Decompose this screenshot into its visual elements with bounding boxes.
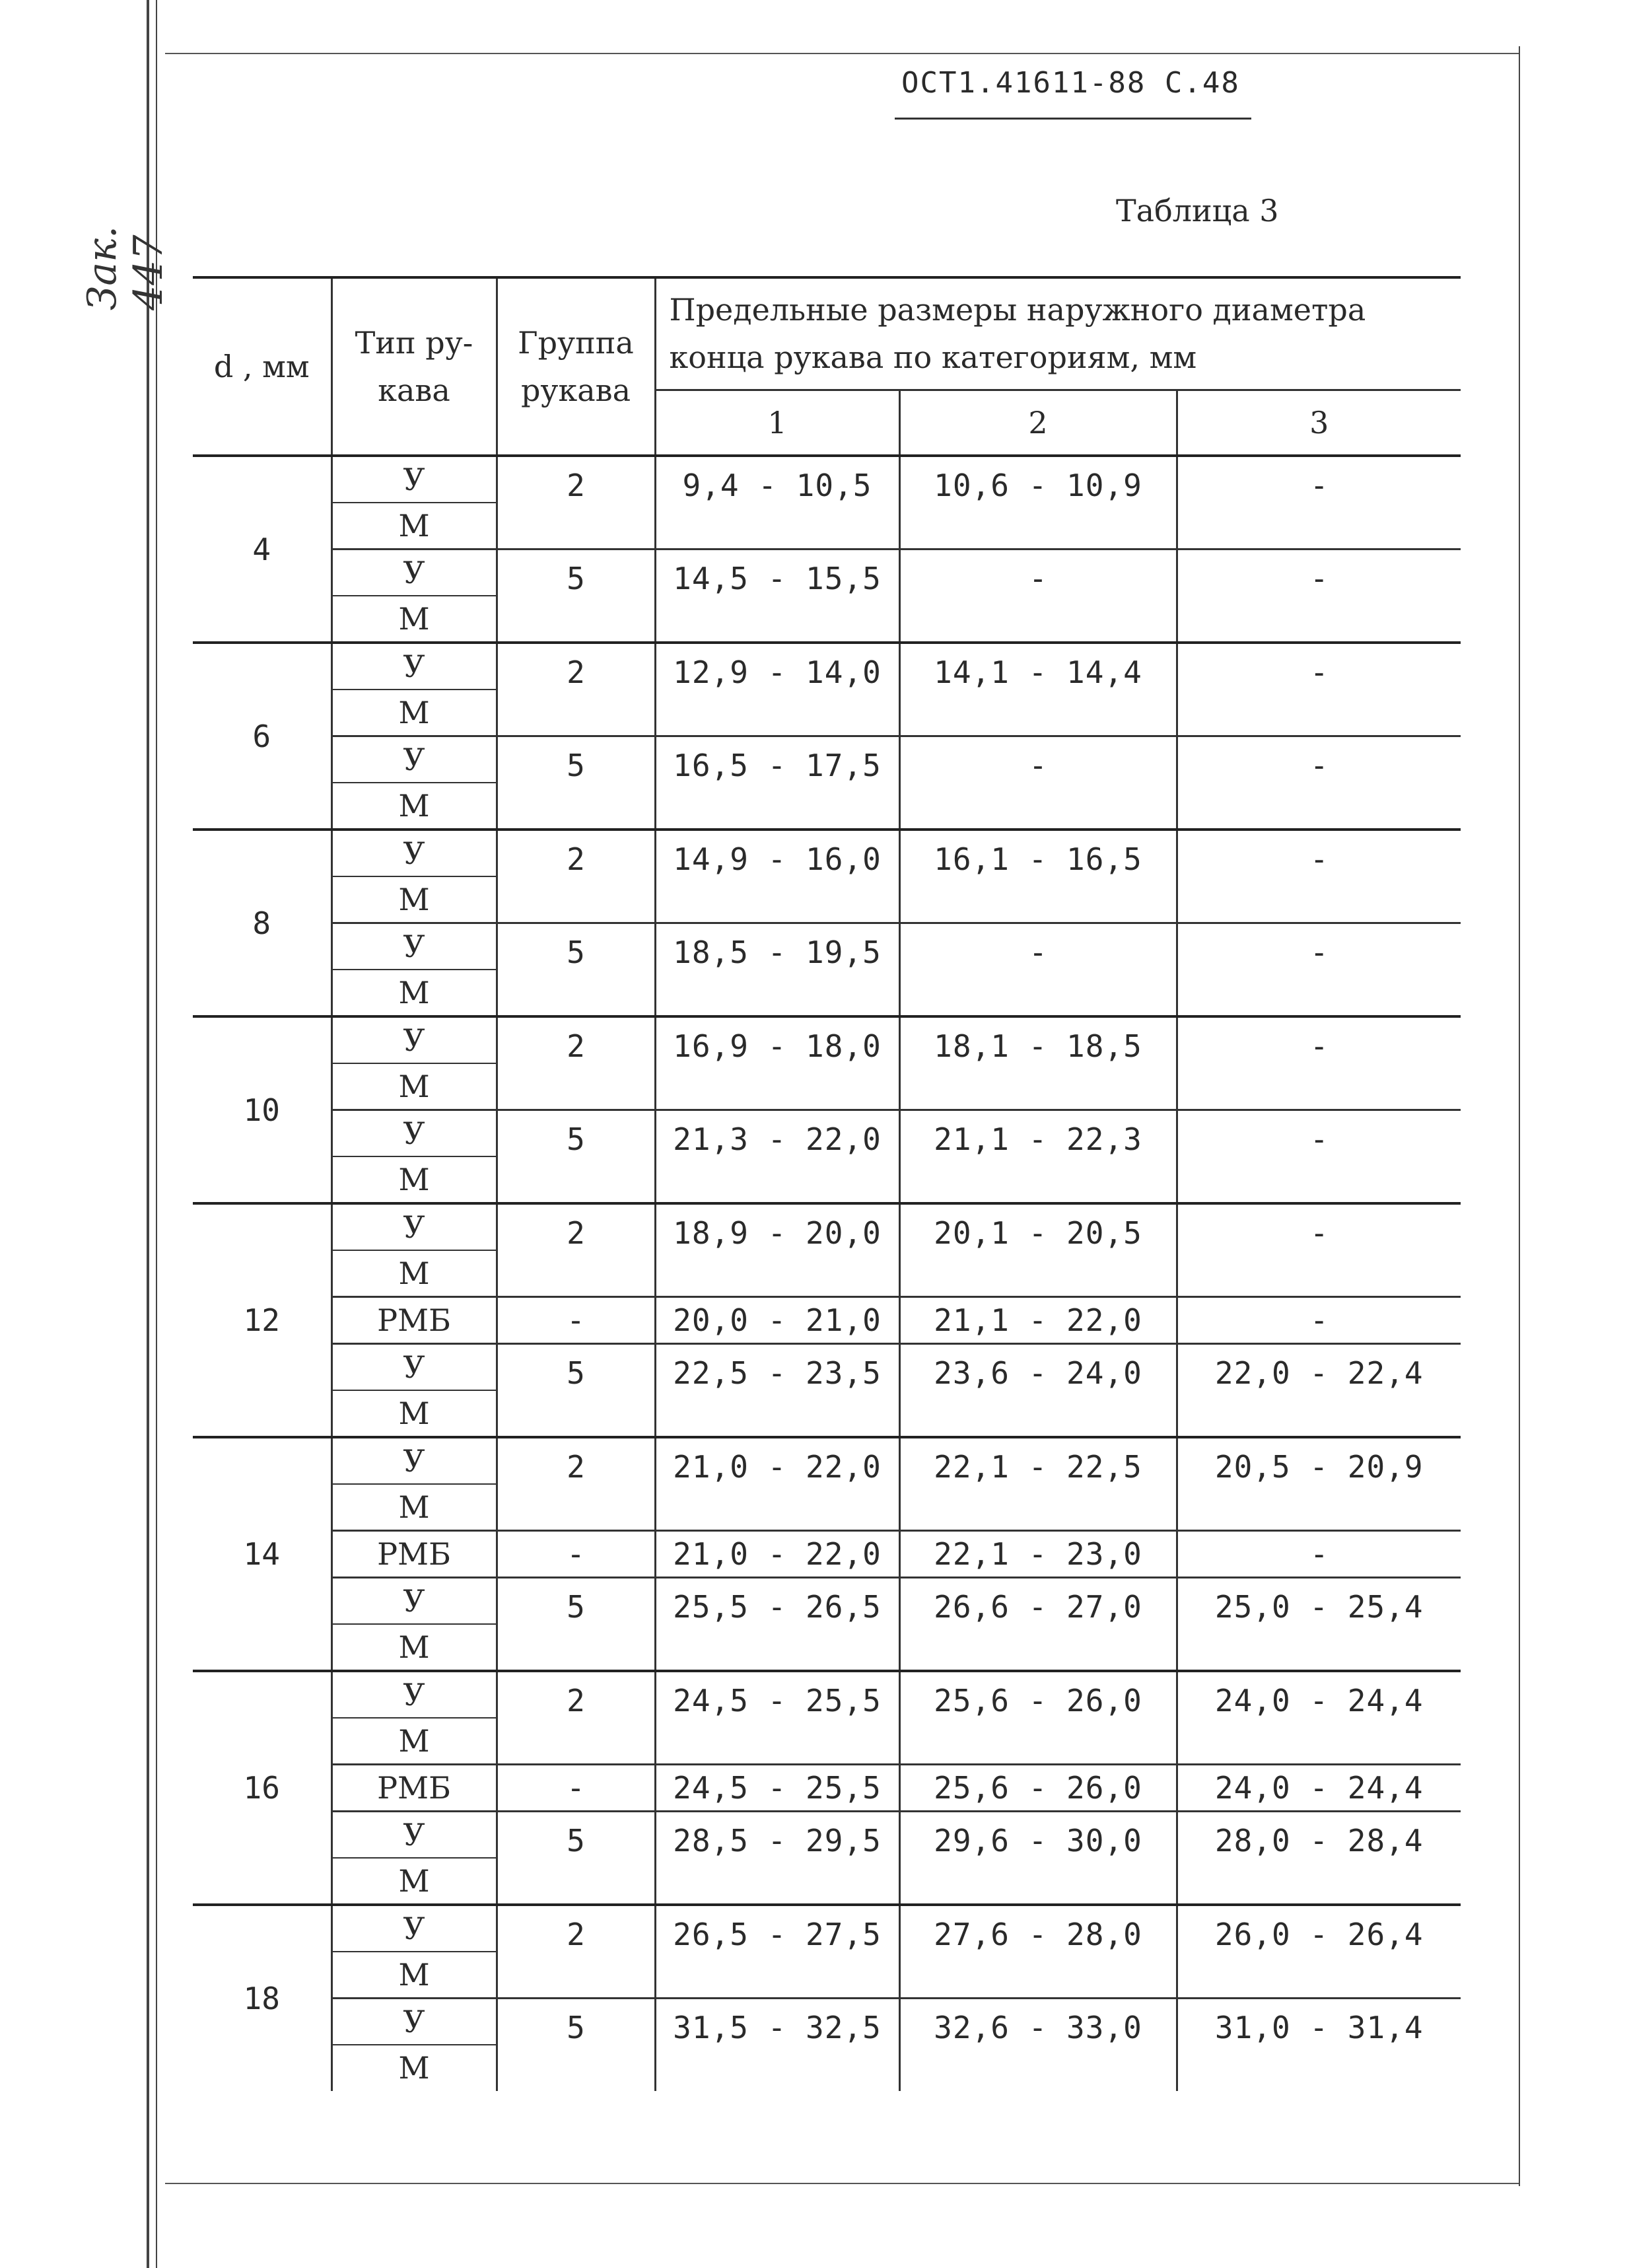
cell-cat-3: - — [1177, 1016, 1461, 1110]
cell-type — [331, 1999, 497, 2091]
type-label: М — [333, 1063, 496, 1109]
table-row — [193, 549, 1461, 643]
cell-group: 2 — [497, 1671, 655, 1765]
type-label: М — [333, 782, 496, 828]
type-label: М — [333, 969, 496, 1015]
sizes-table — [193, 276, 1461, 2091]
binding-line — [156, 0, 157, 2268]
cell-cat-1: 18,5 - 19,5 — [655, 923, 899, 1017]
cell-cat-2: 21,1 - 22,0 — [899, 1297, 1177, 1344]
type-label: М — [333, 1951, 496, 1997]
cell-cat-1: 21,0 - 22,0 — [655, 1531, 899, 1578]
cell-cat-1: 31,5 - 32,5 — [655, 1999, 899, 2091]
cell-cat-2: 27,6 - 28,0 — [899, 1905, 1177, 1999]
type-label: У — [403, 1443, 425, 1479]
cell-d: 8 — [193, 830, 331, 1016]
type-label: М — [333, 2044, 496, 2090]
cell-cat-2: 16,1 - 16,5 — [899, 830, 1177, 923]
cell-cat-3: 22,0 - 22,4 — [1177, 1344, 1461, 1438]
type-label: М — [333, 1717, 496, 1763]
cell-type — [331, 456, 497, 549]
cell-d: 10 — [193, 1016, 331, 1203]
frame-bottom-line — [165, 2183, 1519, 2184]
cell-cat-3: - — [1177, 1531, 1461, 1578]
header-group: Группа рукава — [497, 277, 655, 456]
cell-cat-1: 25,5 - 26,5 — [655, 1578, 899, 1672]
header-cat-1: 1 — [655, 390, 899, 456]
cell-type — [331, 1016, 497, 1110]
cell-cat-1: 9,4 - 10,5 — [655, 456, 899, 549]
type-label: У — [403, 1349, 425, 1385]
frame-top-line — [165, 53, 1519, 54]
header-d: d , мм — [193, 277, 331, 456]
frame-right-line — [1519, 46, 1520, 2186]
type-label: М — [333, 1390, 496, 1436]
cell-cat-2: 14,1 - 14,4 — [899, 643, 1177, 736]
type-label: М — [333, 1250, 496, 1296]
cell-cat-2: 26,6 - 27,0 — [899, 1578, 1177, 1672]
type-label: У — [403, 1116, 425, 1151]
cell-type — [331, 1437, 497, 1531]
cell-cat-2: - — [899, 923, 1177, 1017]
cell-d: 18 — [193, 1905, 331, 2091]
type-label: У — [403, 649, 425, 684]
document-code-underline — [895, 118, 1251, 120]
cell-cat-1: 24,5 - 25,5 — [655, 1671, 899, 1765]
cell-cat-1: 28,5 - 29,5 — [655, 1812, 899, 1905]
side-note: Зак. 447 — [79, 225, 172, 310]
cell-cat-3: - — [1177, 1203, 1461, 1297]
cell-cat-3: 26,0 - 26,4 — [1177, 1905, 1461, 1999]
type-label: М — [333, 876, 496, 922]
cell-cat-1: 24,5 - 25,5 — [655, 1765, 899, 1812]
type-label: М — [333, 1483, 496, 1530]
type-label: М — [333, 689, 496, 735]
cell-type — [331, 1671, 497, 1765]
cell-group: 2 — [497, 643, 655, 736]
cell-cat-3: - — [1177, 456, 1461, 549]
cell-cat-3: 31,0 - 31,4 — [1177, 1999, 1461, 2091]
table-row — [193, 1812, 1461, 1905]
cell-group: 5 — [497, 1812, 655, 1905]
cell-type — [331, 1110, 497, 1204]
cell-cat-1: 20,0 - 21,0 — [655, 1297, 899, 1344]
cell-type — [331, 1905, 497, 1999]
cell-group: 2 — [497, 1905, 655, 1999]
type-label: У — [403, 2004, 425, 2040]
cell-cat-1: 12,9 - 14,0 — [655, 643, 899, 736]
cell-group: 2 — [497, 1016, 655, 1110]
type-label: РМБ — [377, 1770, 451, 1806]
cell-cat-3: - — [1177, 1297, 1461, 1344]
cell-d: 12 — [193, 1203, 331, 1437]
cell-group: 5 — [497, 549, 655, 643]
cell-cat-1: 21,0 - 22,0 — [655, 1437, 899, 1531]
table-row — [193, 923, 1461, 1017]
document-code: ОСТ1.41611-88 С.48 — [901, 66, 1240, 100]
table-row — [193, 1671, 1461, 1765]
cell-type — [331, 830, 497, 923]
cell-group: 5 — [497, 1578, 655, 1672]
cell-cat-3: - — [1177, 549, 1461, 643]
header-type: Тип ру-кава — [331, 277, 497, 456]
cell-type — [331, 923, 497, 1017]
cell-d: 6 — [193, 643, 331, 830]
cell-group: 5 — [497, 923, 655, 1017]
table-row — [193, 736, 1461, 830]
cell-cat-1: 26,5 - 27,5 — [655, 1905, 899, 1999]
cell-cat-3: 25,0 - 25,4 — [1177, 1578, 1461, 1672]
cell-group: 2 — [497, 1437, 655, 1531]
type-label: У — [403, 1209, 425, 1245]
table-row — [193, 830, 1461, 923]
type-label: У — [403, 1583, 425, 1619]
cell-cat-3: - — [1177, 736, 1461, 830]
cell-cat-3: - — [1177, 1110, 1461, 1204]
table-row — [193, 1437, 1461, 1531]
cell-cat-2: - — [899, 549, 1177, 643]
cell-cat-2: 25,6 - 26,0 — [899, 1765, 1177, 1812]
cell-d: 14 — [193, 1437, 331, 1671]
table-row — [193, 1297, 1461, 1344]
cell-cat-2: 21,1 - 22,3 — [899, 1110, 1177, 1204]
cell-group: 5 — [497, 1344, 655, 1438]
header-cat-3: 3 — [1177, 390, 1461, 456]
cell-group: - — [497, 1765, 655, 1812]
cell-cat-2: 18,1 - 18,5 — [899, 1016, 1177, 1110]
type-label: РМБ — [377, 1302, 451, 1338]
type-label: РМБ — [377, 1536, 451, 1572]
cell-d: 16 — [193, 1671, 331, 1905]
table-row — [193, 1578, 1461, 1672]
type-label: У — [403, 1817, 425, 1853]
cell-group: 2 — [497, 1203, 655, 1297]
type-label: М — [333, 1156, 496, 1202]
cell-type — [331, 736, 497, 830]
table-row — [193, 1344, 1461, 1438]
cell-cat-2: 22,1 - 22,5 — [899, 1437, 1177, 1531]
cell-cat-1: 14,5 - 15,5 — [655, 549, 899, 643]
cell-type — [331, 1531, 497, 1578]
type-label: У — [403, 1911, 425, 1946]
header-cat-2: 2 — [899, 390, 1177, 456]
cell-cat-3: 20,5 - 20,9 — [1177, 1437, 1461, 1531]
cell-group: - — [497, 1297, 655, 1344]
cell-d: 4 — [193, 456, 331, 643]
cell-type — [331, 1203, 497, 1297]
cell-cat-1: 16,5 - 17,5 — [655, 736, 899, 830]
type-label: У — [403, 1022, 425, 1058]
table-row — [193, 1905, 1461, 1999]
table-row — [193, 1531, 1461, 1578]
cell-cat-3: - — [1177, 923, 1461, 1017]
cell-cat-1: 14,9 - 16,0 — [655, 830, 899, 923]
type-label: М — [333, 1857, 496, 1903]
type-label: У — [403, 462, 425, 497]
cell-type — [331, 1344, 497, 1438]
table-row — [193, 456, 1461, 549]
table-label: Таблица 3 — [1116, 193, 1279, 229]
cell-cat-3: - — [1177, 643, 1461, 736]
cell-cat-1: 18,9 - 20,0 — [655, 1203, 899, 1297]
type-label: У — [403, 742, 425, 777]
cell-type — [331, 1812, 497, 1905]
cell-group: - — [497, 1531, 655, 1578]
table-row — [193, 643, 1461, 736]
table-row — [193, 1999, 1461, 2091]
cell-cat-2: 29,6 - 30,0 — [899, 1812, 1177, 1905]
table-row — [193, 1765, 1461, 1812]
cell-group: 2 — [497, 456, 655, 549]
cell-cat-2: - — [899, 736, 1177, 830]
type-label: У — [403, 929, 425, 964]
type-label: М — [333, 502, 496, 548]
cell-cat-3: 24,0 - 24,4 — [1177, 1671, 1461, 1765]
type-label: М — [333, 1623, 496, 1670]
type-label: У — [403, 1677, 425, 1713]
cell-type — [331, 1297, 497, 1344]
cell-group: 5 — [497, 1999, 655, 2091]
cell-group: 5 — [497, 736, 655, 830]
table-row — [193, 1016, 1461, 1110]
type-label: У — [403, 835, 425, 871]
cell-type — [331, 1765, 497, 1812]
cell-type — [331, 549, 497, 643]
cell-cat-2: 22,1 - 23,0 — [899, 1531, 1177, 1578]
cell-group: 5 — [497, 1110, 655, 1204]
cell-cat-3: 28,0 - 28,4 — [1177, 1812, 1461, 1905]
cell-cat-2: 25,6 - 26,0 — [899, 1671, 1177, 1765]
cell-type — [331, 643, 497, 736]
binding-line — [147, 0, 149, 2268]
table-row — [193, 1110, 1461, 1204]
cell-cat-1: 21,3 - 22,0 — [655, 1110, 899, 1204]
cell-group: 2 — [497, 830, 655, 923]
cell-cat-1: 22,5 - 23,5 — [655, 1344, 899, 1438]
cell-cat-1: 16,9 - 18,0 — [655, 1016, 899, 1110]
header-sizes: Предельные размеры наружного диаметра конца рукава по категориям, мм — [655, 277, 1461, 390]
cell-cat-3: - — [1177, 830, 1461, 923]
cell-cat-2: 23,6 - 24,0 — [899, 1344, 1177, 1438]
type-label: М — [333, 595, 496, 641]
cell-type — [331, 1578, 497, 1672]
table-row — [193, 1203, 1461, 1297]
cell-cat-2: 10,6 - 10,9 — [899, 456, 1177, 549]
type-label: У — [403, 555, 425, 590]
cell-cat-3: 24,0 - 24,4 — [1177, 1765, 1461, 1812]
cell-cat-2: 32,6 - 33,0 — [899, 1999, 1177, 2091]
cell-cat-2: 20,1 - 20,5 — [899, 1203, 1177, 1297]
